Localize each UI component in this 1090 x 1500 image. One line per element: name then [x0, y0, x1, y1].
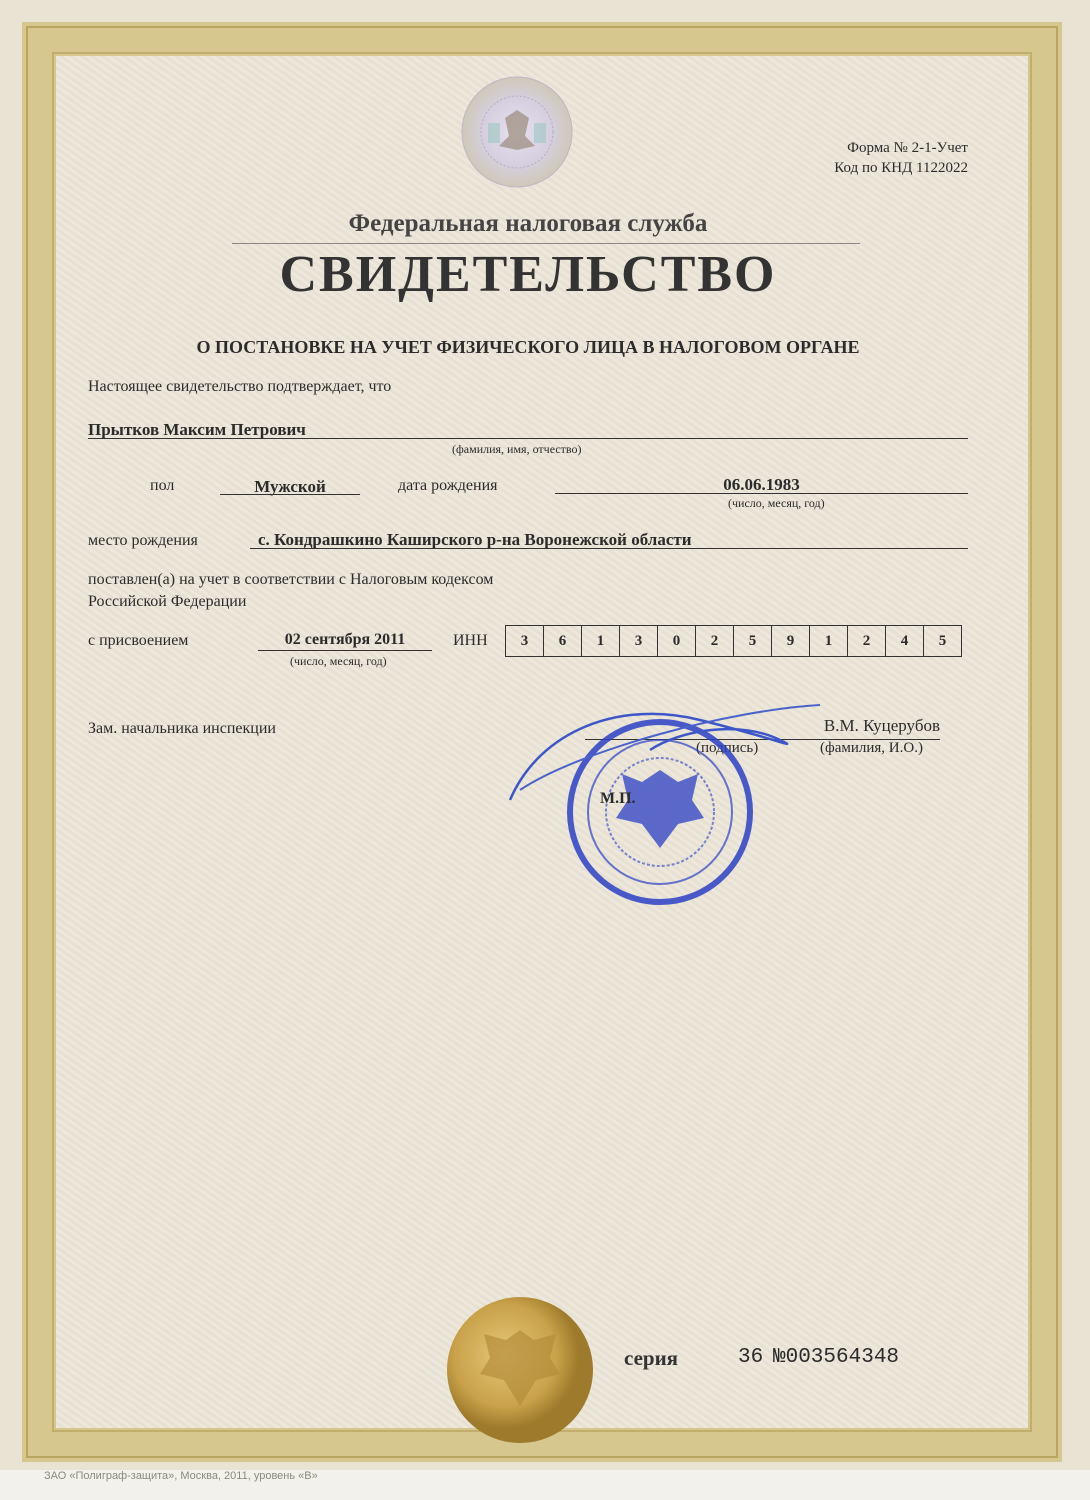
hologram-emblem	[460, 75, 575, 190]
stamp-place-label: М.П.	[600, 790, 636, 807]
sex-label: пол	[150, 477, 175, 494]
series-value: 36	[738, 1346, 764, 1369]
form-number: Форма № 2-1-Учет	[847, 140, 968, 156]
printer-footer: ЗАО «Полиграф-защита», Москва, 2011, уровень «В»	[44, 1470, 318, 1482]
inn-digit: 1	[810, 626, 848, 656]
inn-digit: 2	[848, 626, 886, 656]
underline	[250, 548, 968, 549]
intro-text: Настоящее свидетельство подтверждает, что	[88, 378, 392, 395]
underline	[555, 493, 968, 494]
inn-digit: 6	[544, 626, 582, 656]
inn-digit: 9	[772, 626, 810, 656]
birth-date-caption: (число, месяц, год)	[728, 496, 825, 510]
document-subtitle: О ПОСТАНОВКЕ НА УЧЕТ ФИЗИЧЕСКОГО ЛИЦА В НАЛОГОВОМ ОРГАНЕ	[196, 337, 860, 357]
series-label: серия	[624, 1346, 679, 1370]
inn-digit: 2	[696, 626, 734, 656]
birth-date-label: дата рождения	[398, 477, 498, 494]
birth-date: 06.06.1983	[723, 475, 800, 494]
official-stamp	[500, 690, 830, 920]
divider	[232, 243, 860, 244]
signature-caption: (подпись)	[696, 740, 759, 756]
agency-name: Федеральная налоговая служба	[348, 210, 708, 237]
sex-value: Мужской	[254, 477, 326, 496]
signatory-position: Зам. начальника инспекции	[88, 720, 276, 737]
inn-digit: 3	[620, 626, 658, 656]
inn-digit: 5	[938, 632, 947, 649]
underline	[258, 650, 432, 651]
birth-place: с. Кондрашкино Каширского р-на Воронежской области	[258, 530, 692, 549]
signatory-name-caption: (фамилия, И.О.)	[820, 740, 923, 756]
signatory-name: В.М. Куцерубов	[823, 716, 940, 735]
underline	[220, 494, 360, 495]
full-name-caption: (фамилия, имя, отчество)	[452, 442, 582, 456]
assigned-date-caption: (число, месяц, год)	[290, 654, 387, 668]
assigned-label: с присвоением	[88, 632, 189, 649]
inn-boxes	[505, 625, 962, 657]
registered-text: поставлен(а) на учет в соответствии с Налоговым кодексом	[88, 571, 494, 588]
assigned-date: 02 сентября 2011	[284, 631, 406, 648]
inn-digit: 0	[658, 626, 696, 656]
inn-label: ИНН	[453, 632, 488, 649]
registered-text-2: Российской Федерации	[88, 593, 247, 610]
inn-digit: 3	[506, 626, 544, 656]
inn-digit: 4	[886, 626, 924, 656]
underline	[88, 438, 968, 439]
document-title: СВИДЕТЕЛЬСТВО	[279, 246, 777, 303]
birth-place-label: место рождения	[88, 532, 198, 549]
full-name: Прытков Максим Петрович	[88, 420, 306, 439]
inn-digit: 5	[734, 626, 772, 656]
serial-number: №003564348	[773, 1346, 900, 1369]
inn-digit: 1	[582, 626, 620, 656]
knd-code: Код по КНД 1122022	[834, 160, 968, 176]
gold-seal	[445, 1295, 595, 1445]
